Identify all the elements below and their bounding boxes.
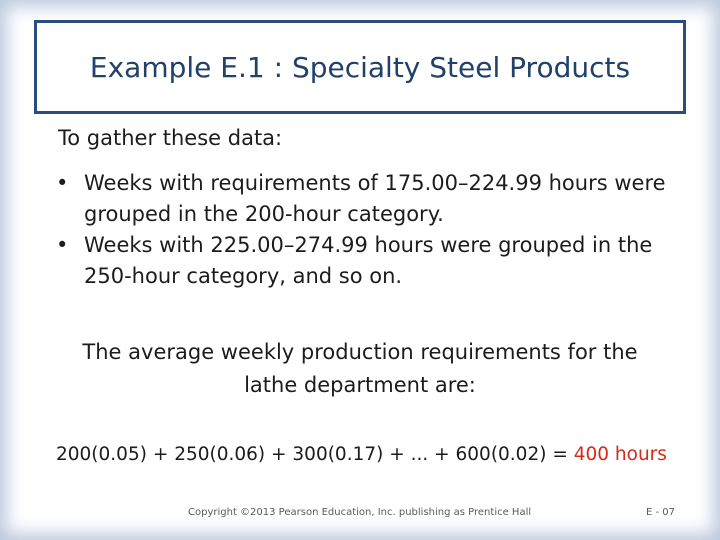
slide-title: Example E.1 : Specialty Steel Products [89,50,631,84]
bullet-dot-icon: • [56,171,69,195]
title-box [34,20,686,114]
body-line-1: The average weekly production requirements for the [82,340,638,364]
bullet-text: Weeks with requirements of 175.00–224.99 hours were grouped in the 200-hour category. [84,171,666,226]
bullet-list [52,168,692,292]
body-paragraph [0,336,720,402]
intro-text: To gather these data: [58,126,283,150]
page-number: E - 07 [646,507,676,518]
bullet-text: Weeks with 225.00–274.99 hours were grouped in the 250-hour category, and so on. [84,233,653,288]
equation [56,444,667,465]
bullet-dot-icon: • [56,233,69,257]
bullet-item [52,168,692,230]
copyright-footer: Copyright ©2013 Pearson Education, Inc. publishing as Prentice Hall [188,507,532,518]
body-line-2: lathe department are: [244,373,476,397]
equation-expression: 200(0.05) + 250(0.06) + 300(0.17) + ... + 600(0.02) = [56,444,574,465]
bullet-item [52,230,692,292]
equation-result: 400 hours [573,444,667,465]
